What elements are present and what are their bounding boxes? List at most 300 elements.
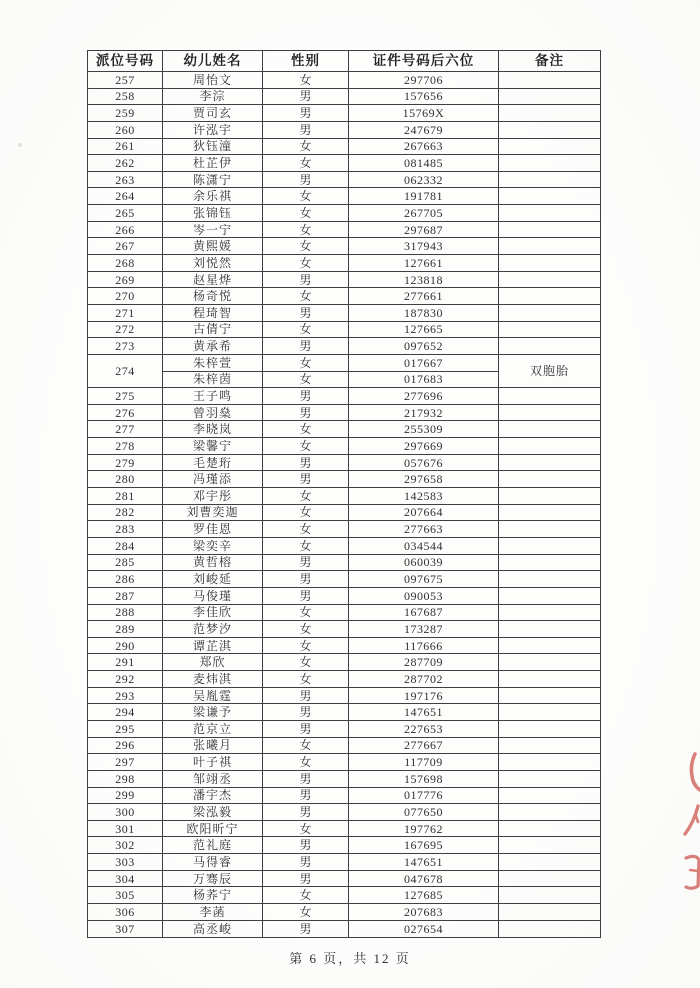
remark (499, 537, 601, 554)
remark (499, 421, 601, 438)
remark (499, 471, 601, 488)
child-name: 岑一宁 (163, 221, 263, 238)
remark (499, 637, 601, 654)
allocation-number: 290 (88, 637, 163, 654)
table-row (88, 471, 601, 488)
allocation-number: 273 (88, 338, 163, 355)
gender: 女 (263, 537, 349, 554)
remark (499, 854, 601, 871)
id-last-six: 057676 (349, 454, 499, 471)
remark (499, 404, 601, 421)
id-last-six: 127685 (349, 887, 499, 904)
table-row (88, 904, 601, 921)
gender: 女 (263, 820, 349, 837)
allocation-number: 300 (88, 804, 163, 821)
remark (499, 554, 601, 571)
table-row (88, 155, 601, 172)
allocation-number: 293 (88, 687, 163, 704)
id-last-six: 277667 (349, 737, 499, 754)
gender: 女 (263, 887, 349, 904)
remark (499, 321, 601, 338)
allocation-number: 299 (88, 787, 163, 804)
child-name: 程琦智 (163, 304, 263, 321)
child-name: 万骞辰 (163, 870, 263, 887)
allocation-number: 259 (88, 105, 163, 122)
table-row (88, 271, 601, 288)
remark (499, 88, 601, 105)
id-last-six: 247679 (349, 121, 499, 138)
table-row (88, 854, 601, 871)
remark (499, 720, 601, 737)
id-last-six: 187830 (349, 304, 499, 321)
allocation-number: 292 (88, 671, 163, 688)
allocation-number: 305 (88, 887, 163, 904)
child-name: 王子鸣 (163, 388, 263, 405)
table-row (88, 438, 601, 455)
remark (499, 737, 601, 754)
gender: 女 (263, 754, 349, 771)
allocation-roster-table (87, 50, 601, 938)
table-row (88, 920, 601, 937)
id-last-six: 217932 (349, 404, 499, 421)
table-row (88, 820, 601, 837)
table-row (88, 704, 601, 721)
id-last-six: 097652 (349, 338, 499, 355)
child-name: 朱梓萱 (163, 354, 263, 371)
allocation-number: 279 (88, 454, 163, 471)
table-row (88, 121, 601, 138)
remark (499, 72, 601, 89)
table-row (88, 504, 601, 521)
id-last-six: 142583 (349, 488, 499, 505)
child-name: 梁馨宁 (163, 438, 263, 455)
table-row (88, 105, 601, 122)
gender: 男 (263, 404, 349, 421)
remark (499, 288, 601, 305)
table-row (88, 205, 601, 222)
gender: 男 (263, 554, 349, 571)
gender: 女 (263, 737, 349, 754)
remark (499, 654, 601, 671)
allocation-number: 275 (88, 388, 163, 405)
remark (499, 238, 601, 255)
remark (499, 904, 601, 921)
id-last-six: 097675 (349, 571, 499, 588)
remark (499, 870, 601, 887)
allocation-number: 278 (88, 438, 163, 455)
allocation-number: 301 (88, 820, 163, 837)
remark (499, 571, 601, 588)
child-name: 李佳欣 (163, 604, 263, 621)
allocation-number: 291 (88, 654, 163, 671)
table-row (88, 720, 601, 737)
allocation-number: 262 (88, 155, 163, 172)
gender: 男 (263, 770, 349, 787)
remark (499, 521, 601, 538)
gender: 男 (263, 571, 349, 588)
remark (499, 621, 601, 638)
id-last-six: 173287 (349, 621, 499, 638)
child-name: 邓宇彤 (163, 488, 263, 505)
id-last-six: 047678 (349, 870, 499, 887)
child-name: 赵星烨 (163, 271, 263, 288)
table-row (88, 88, 601, 105)
table-row (88, 404, 601, 421)
allocation-number: 298 (88, 770, 163, 787)
remark (499, 920, 601, 937)
id-last-six: 207683 (349, 904, 499, 921)
id-last-six: 090053 (349, 587, 499, 604)
table-row (88, 571, 601, 588)
child-name: 潘宇杰 (163, 787, 263, 804)
column-header-3: 证件号码后六位 (349, 51, 499, 72)
id-last-six: 127665 (349, 321, 499, 338)
remark (499, 820, 601, 837)
remark: 双胞胎 (499, 354, 601, 387)
child-name: 黄哲榕 (163, 554, 263, 571)
remark (499, 754, 601, 771)
gender: 男 (263, 304, 349, 321)
child-name: 邹翊丞 (163, 770, 263, 787)
gender: 男 (263, 388, 349, 405)
allocation-number: 263 (88, 171, 163, 188)
remark (499, 338, 601, 355)
allocation-number: 303 (88, 854, 163, 871)
gender: 女 (263, 221, 349, 238)
allocation-number: 281 (88, 488, 163, 505)
remark (499, 221, 601, 238)
child-name: 杨奇悦 (163, 288, 263, 305)
remark (499, 105, 601, 122)
child-name: 许泓宇 (163, 121, 263, 138)
id-last-six: 017776 (349, 787, 499, 804)
child-name: 范京立 (163, 720, 263, 737)
child-name: 李晓岚 (163, 421, 263, 438)
remark (499, 770, 601, 787)
allocation-number: 265 (88, 205, 163, 222)
table-row (88, 488, 601, 505)
child-name: 范礼庭 (163, 837, 263, 854)
table-row (88, 537, 601, 554)
gender: 男 (263, 704, 349, 721)
child-name: 梁奕辛 (163, 537, 263, 554)
allocation-number: 268 (88, 255, 163, 272)
table-row (88, 188, 601, 205)
column-header-0: 派位号码 (88, 51, 163, 72)
id-last-six: 287709 (349, 654, 499, 671)
table-row (88, 770, 601, 787)
allocation-number: 269 (88, 271, 163, 288)
gender: 女 (263, 421, 349, 438)
id-last-six: 017667 (349, 354, 499, 371)
id-last-six: 117666 (349, 637, 499, 654)
remark (499, 804, 601, 821)
id-last-six: 062332 (349, 171, 499, 188)
child-name: 陈潇宁 (163, 171, 263, 188)
allocation-number: 276 (88, 404, 163, 421)
child-name: 杨荞宁 (163, 887, 263, 904)
child-name: 梁谦予 (163, 704, 263, 721)
table-row (88, 587, 601, 604)
allocation-number: 286 (88, 571, 163, 588)
id-last-six: 027654 (349, 920, 499, 937)
id-last-six: 197176 (349, 687, 499, 704)
remark (499, 504, 601, 521)
remark (499, 271, 601, 288)
gender: 男 (263, 854, 349, 871)
column-header-4: 备注 (499, 51, 601, 72)
table-row (88, 637, 601, 654)
id-last-six: 287702 (349, 671, 499, 688)
id-last-six: 147651 (349, 704, 499, 721)
table-row (88, 255, 601, 272)
remark (499, 188, 601, 205)
gender: 女 (263, 354, 349, 371)
remark (499, 155, 601, 172)
allocation-number: 271 (88, 304, 163, 321)
table-row (88, 354, 601, 371)
child-name: 周怡文 (163, 72, 263, 89)
child-name: 郑欣 (163, 654, 263, 671)
child-name: 李菡 (163, 904, 263, 921)
gender: 女 (263, 321, 349, 338)
gender: 男 (263, 88, 349, 105)
allocation-number: 261 (88, 138, 163, 155)
child-name: 梁泓毅 (163, 804, 263, 821)
allocation-number: 277 (88, 421, 163, 438)
allocation-number: 264 (88, 188, 163, 205)
allocation-number: 283 (88, 521, 163, 538)
id-last-six: 157698 (349, 770, 499, 787)
remark (499, 138, 601, 155)
table-row (88, 138, 601, 155)
child-name: 麦炜淇 (163, 671, 263, 688)
id-last-six: 255309 (349, 421, 499, 438)
allocation-number: 266 (88, 221, 163, 238)
table-row (88, 288, 601, 305)
child-name: 李淙 (163, 88, 263, 105)
child-name: 曾羽燊 (163, 404, 263, 421)
gender: 男 (263, 687, 349, 704)
allocation-number: 258 (88, 88, 163, 105)
gender: 男 (263, 787, 349, 804)
allocation-number: 297 (88, 754, 163, 771)
remark (499, 205, 601, 222)
table-row (88, 870, 601, 887)
allocation-number: 260 (88, 121, 163, 138)
gender: 女 (263, 521, 349, 538)
remark (499, 787, 601, 804)
red-seal-stamp-fragment (676, 742, 700, 957)
gender: 女 (263, 904, 349, 921)
gender: 男 (263, 171, 349, 188)
allocation-number: 306 (88, 904, 163, 921)
remark (499, 121, 601, 138)
remark (499, 255, 601, 272)
child-name: 刘峻延 (163, 571, 263, 588)
child-name: 古倩宁 (163, 321, 263, 338)
gender: 女 (263, 188, 349, 205)
child-name: 高丞峻 (163, 920, 263, 937)
table-row (88, 304, 601, 321)
child-name: 黄承希 (163, 338, 263, 355)
table-row (88, 338, 601, 355)
gender: 男 (263, 121, 349, 138)
id-last-six: 15769X (349, 105, 499, 122)
gender: 男 (263, 471, 349, 488)
gender: 女 (263, 654, 349, 671)
gender: 女 (263, 504, 349, 521)
remark (499, 704, 601, 721)
allocation-number: 307 (88, 920, 163, 937)
column-header-2: 性别 (263, 51, 349, 72)
table-row (88, 787, 601, 804)
allocation-number: 295 (88, 720, 163, 737)
id-last-six: 207664 (349, 504, 499, 521)
gender: 女 (263, 138, 349, 155)
column-header-1: 幼儿姓名 (163, 51, 263, 72)
gender: 女 (263, 288, 349, 305)
id-last-six: 297658 (349, 471, 499, 488)
table-row (88, 754, 601, 771)
allocation-number: 289 (88, 621, 163, 638)
allocation-number: 274 (88, 354, 163, 387)
gender: 女 (263, 255, 349, 272)
child-name: 毛楚珩 (163, 454, 263, 471)
table-row (88, 604, 601, 621)
remark (499, 671, 601, 688)
allocation-number: 257 (88, 72, 163, 89)
gender: 女 (263, 238, 349, 255)
gender: 女 (263, 671, 349, 688)
id-last-six: 317943 (349, 238, 499, 255)
scan-smudge (18, 143, 22, 147)
gender: 女 (263, 637, 349, 654)
gender: 男 (263, 587, 349, 604)
gender: 男 (263, 870, 349, 887)
gender: 男 (263, 271, 349, 288)
gender: 女 (263, 371, 349, 388)
child-name: 马俊瑾 (163, 587, 263, 604)
gender: 女 (263, 205, 349, 222)
table-row (88, 421, 601, 438)
allocation-number: 272 (88, 321, 163, 338)
gender: 男 (263, 454, 349, 471)
allocation-number: 284 (88, 537, 163, 554)
id-last-six: 267705 (349, 205, 499, 222)
id-last-six: 060039 (349, 554, 499, 571)
id-last-six: 297706 (349, 72, 499, 89)
id-last-six: 297687 (349, 221, 499, 238)
id-last-six: 117709 (349, 754, 499, 771)
id-last-six: 191781 (349, 188, 499, 205)
table-row (88, 321, 601, 338)
child-name: 范梦汐 (163, 621, 263, 638)
child-name: 张曦月 (163, 737, 263, 754)
table-row (88, 72, 601, 89)
table-row (88, 887, 601, 904)
table-row (88, 804, 601, 821)
gender: 女 (263, 155, 349, 172)
id-last-six: 167695 (349, 837, 499, 854)
child-name: 黄熙媛 (163, 238, 263, 255)
remark (499, 304, 601, 321)
allocation-number: 304 (88, 870, 163, 887)
child-name: 狄钰潼 (163, 138, 263, 155)
table-header-row (88, 51, 601, 72)
gender: 女 (263, 604, 349, 621)
gender: 男 (263, 338, 349, 355)
child-name: 谭芷淇 (163, 637, 263, 654)
id-last-six: 034544 (349, 537, 499, 554)
table-header (88, 51, 601, 72)
gender: 女 (263, 72, 349, 89)
remark (499, 438, 601, 455)
id-last-six: 123818 (349, 271, 499, 288)
remark (499, 887, 601, 904)
remark (499, 454, 601, 471)
gender: 男 (263, 804, 349, 821)
child-name: 朱梓茵 (163, 371, 263, 388)
gender: 男 (263, 920, 349, 937)
remark (499, 171, 601, 188)
table-row (88, 687, 601, 704)
page-number-footer: 第 6 页，共 12 页 (289, 951, 411, 966)
allocation-number: 285 (88, 554, 163, 571)
table-row (88, 521, 601, 538)
child-name: 刘悦然 (163, 255, 263, 272)
table-row (88, 837, 601, 854)
gender: 女 (263, 438, 349, 455)
child-name: 张锦钰 (163, 205, 263, 222)
gender: 男 (263, 720, 349, 737)
allocation-number: 296 (88, 737, 163, 754)
remark (499, 388, 601, 405)
child-name: 刘曹奕迦 (163, 504, 263, 521)
child-name: 马得睿 (163, 854, 263, 871)
table-row (88, 388, 601, 405)
table-row (88, 554, 601, 571)
table-row (88, 221, 601, 238)
table-body (88, 72, 601, 938)
gender: 男 (263, 105, 349, 122)
allocation-number: 302 (88, 837, 163, 854)
id-last-six: 017683 (349, 371, 499, 388)
child-name: 罗佳恩 (163, 521, 263, 538)
allocation-number: 287 (88, 587, 163, 604)
id-last-six: 127661 (349, 255, 499, 272)
id-last-six: 297669 (349, 438, 499, 455)
id-last-six: 267663 (349, 138, 499, 155)
id-last-six: 197762 (349, 820, 499, 837)
table-row (88, 671, 601, 688)
id-last-six: 227653 (349, 720, 499, 737)
id-last-six: 157656 (349, 88, 499, 105)
remark (499, 488, 601, 505)
table-row (88, 454, 601, 471)
id-last-six: 081485 (349, 155, 499, 172)
child-name: 欧阳昕宁 (163, 820, 263, 837)
table-row (88, 621, 601, 638)
id-last-six: 167687 (349, 604, 499, 621)
remark (499, 587, 601, 604)
table-row (88, 737, 601, 754)
remark (499, 604, 601, 621)
gender: 男 (263, 837, 349, 854)
child-name: 吴胤霆 (163, 687, 263, 704)
remark (499, 837, 601, 854)
child-name: 余乐祺 (163, 188, 263, 205)
